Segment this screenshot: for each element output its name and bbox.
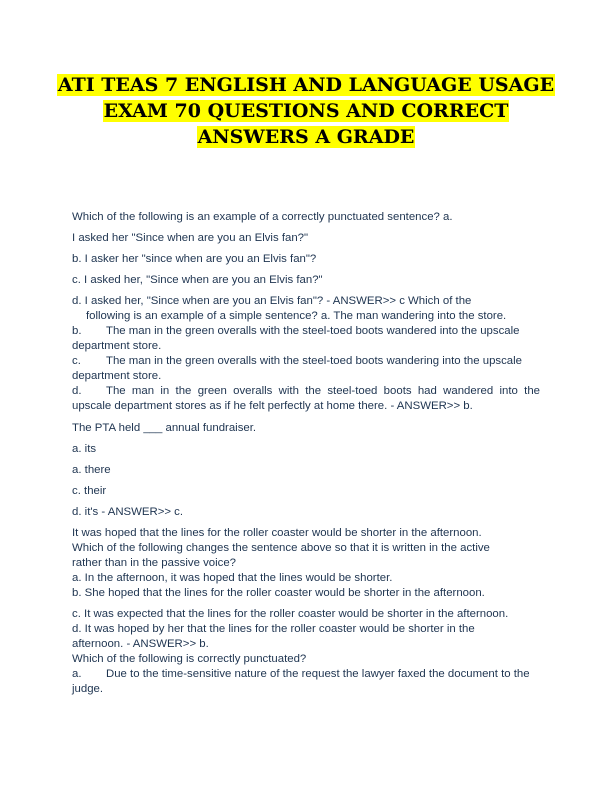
question-5-option-a-label: a. <box>72 668 82 680</box>
question-1-option-d-line-2: following is an example of a simple sentence? a. The man wandering into the store. <box>86 310 507 322</box>
question-4-option-d-line-2: afternoon. - ANSWER>> b. <box>72 638 209 650</box>
question-2-option-d-label: d. <box>72 385 82 397</box>
question-5: Which of the following is correctly punctuated? <box>72 653 307 665</box>
question-3-option-a: a. its <box>72 443 97 455</box>
question-2-option-b-text: The man in the green overalls with the steel-toed boots wandered into the upscale department store. <box>72 325 520 352</box>
title-line-1: ATI TEAS 7 ENGLISH AND LANGUAGE USAGE <box>57 74 555 96</box>
question-2-option-d-text: The man in the green overalls with the steel-toed boots had wandered into the upscale department stores as if he felt perfectly at home there. - ANSWER>> b. <box>72 385 540 412</box>
question-5-option-a-text: Due to the time-sensitive nature of the request the lawyer faxed the document to the judge. <box>72 668 530 695</box>
title-line-3: ANSWERS A GRADE <box>197 126 415 148</box>
document-title <box>0 72 612 150</box>
question-4-line-1: It was hoped that the lines for the roller coaster would be shorter in the afternoon. <box>72 527 482 539</box>
document-body <box>72 210 540 697</box>
question-3-option-d: d. it's - ANSWER>> c. <box>72 506 184 518</box>
question-4-option-a: a. In the afternoon, it was hoped that the lines would be shorter. <box>72 572 393 584</box>
question-5-option-a <box>72 667 540 697</box>
question-4-option-d-line-1: d. It was hoped by her that the lines for the roller coaster would be shorter in the <box>72 623 475 635</box>
question-1: Which of the following is an example of a correctly punctuated sentence? a. <box>72 211 453 223</box>
title-line-2: EXAM 70 QUESTIONS AND CORRECT <box>103 100 509 122</box>
question-2-option-c <box>72 354 540 384</box>
question-1-option-b: b. I asker her "since when are you an Elvis fan"? <box>72 253 317 265</box>
question-2-option-c-label: c. <box>72 355 81 367</box>
question-3: The PTA held ___ annual fundraiser. <box>72 422 257 434</box>
question-4-option-b: b. She hoped that the lines for the roller coaster would be shorter in the afternoon. <box>72 587 485 599</box>
question-2-option-c-text: The man in the green overalls with the steel-toed boots wandering into the upscale department store. <box>72 355 523 382</box>
question-3-option-c: c. their <box>72 485 107 497</box>
question-4-line-2: Which of the following changes the sentence above so that it is written in the active <box>72 542 490 554</box>
question-4-option-c: c. It was expected that the lines for the roller coaster would be shorter in the afternoon. <box>72 608 509 620</box>
question-4-line-3: rather than in the passive voice? <box>72 557 236 569</box>
question-3-option-a-2: a. there <box>72 464 111 476</box>
question-1-option-c: c. I asked her, "Since when are you an Elvis fan?" <box>72 274 323 286</box>
question-2-option-b <box>72 324 540 354</box>
question-1-option-a: I asked her "Since when are you an Elvis fan?" <box>72 232 309 244</box>
question-1-option-d-line-1: d. I asked her, "Since when are you an Elvis fan"? - ANSWER>> c Which of the <box>72 295 472 307</box>
question-2-option-b-label: b. <box>72 325 82 337</box>
question-2-option-d <box>72 384 540 414</box>
